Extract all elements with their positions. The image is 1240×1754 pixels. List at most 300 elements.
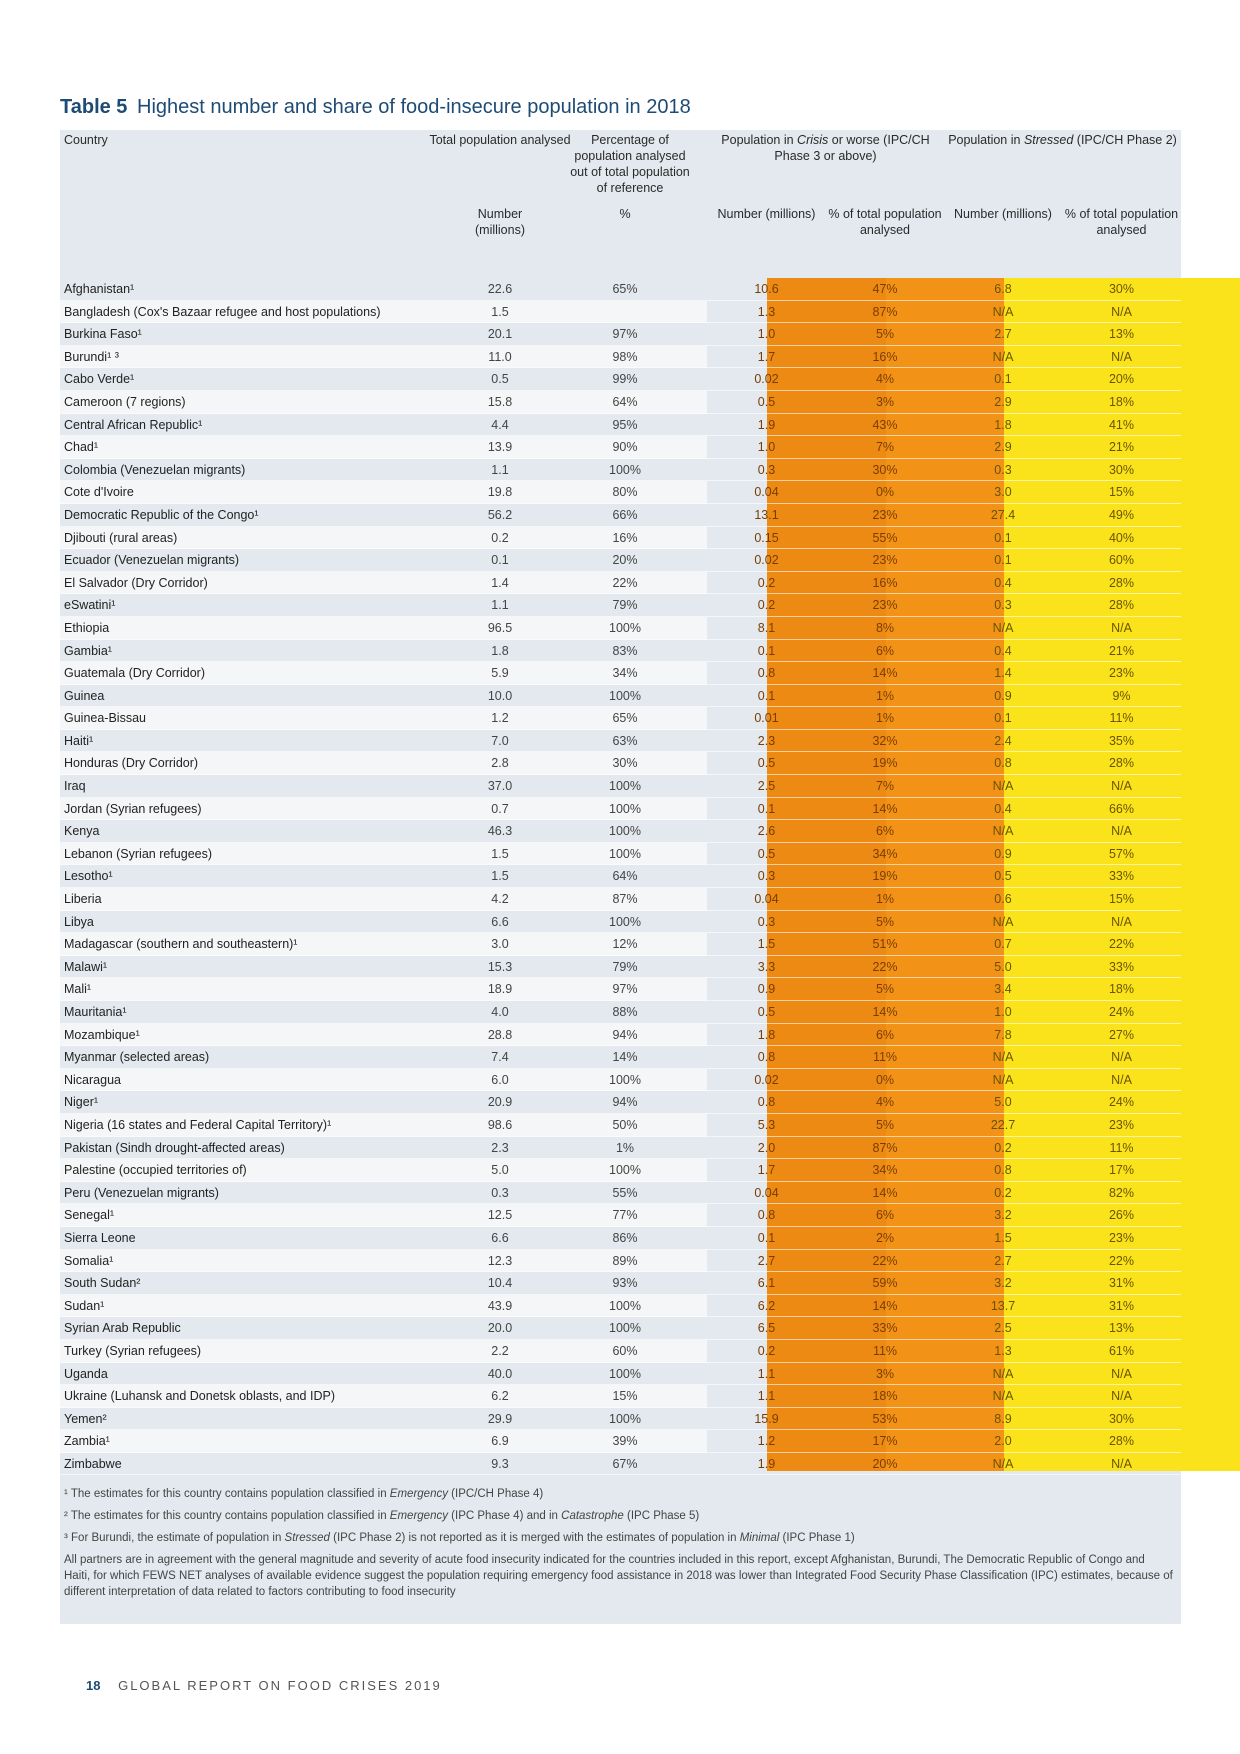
total-population-cell: 5.0: [491, 1163, 509, 1178]
total-population-cell: 29.9: [487, 1411, 513, 1426]
total-population-cell: 0.1: [491, 553, 509, 568]
crisis-percent-cell: 8%: [875, 620, 895, 635]
table-row: [60, 956, 1181, 979]
stressed-number-cell: 1.5: [994, 1230, 1012, 1245]
country-cell: eSwatini¹: [64, 598, 116, 613]
stressed-percent-cell: 40%: [1108, 530, 1135, 545]
country-cell: Cabo Verde¹: [64, 372, 135, 387]
crisis-percent-cell: 5%: [875, 327, 895, 342]
percentage-cell: 65%: [612, 711, 638, 726]
stressed-number-cell: 0.1: [994, 530, 1012, 545]
crisis-number-cell: 2.5: [757, 779, 776, 794]
percentage-cell: 89%: [612, 1253, 638, 1268]
stressed-percent-cell: 30%: [1108, 282, 1135, 296]
stressed-number-cell: 27.4: [990, 507, 1016, 522]
country-cell: Colombia (Venezuelan migrants): [64, 462, 246, 477]
total-population-cell: 7.4: [491, 1050, 509, 1065]
country-cell: Liberia: [64, 892, 102, 907]
percentage-cell: 77%: [612, 1208, 638, 1223]
stressed-number-cell: 0.6: [994, 892, 1012, 907]
total-population-cell: 1.1: [491, 598, 509, 613]
percentage-cell: 20%: [612, 553, 638, 568]
crisis-number-cell: 1.9: [757, 1456, 776, 1471]
total-population-cell: 43.9: [487, 1298, 513, 1313]
crisis-percent-cell: 22%: [872, 1253, 898, 1268]
stressed-percent-cell: N/A: [1111, 824, 1132, 839]
percentage-cell: 99%: [612, 372, 638, 387]
percentage-cell: 79%: [612, 959, 638, 974]
country-cell: Cameroon (7 regions): [64, 394, 186, 409]
stressed-percent-cell: N/A: [1111, 1072, 1132, 1087]
total-population-cell: 37.0: [487, 779, 513, 794]
stressed-number-cell: N/A: [992, 1366, 1014, 1381]
crisis-percent-cell: 6%: [875, 1027, 895, 1042]
stressed-number-cell: 1.8: [994, 417, 1012, 432]
stressed-percent-cell: N/A: [1111, 620, 1132, 635]
subheader-stressed-number: Number (millions): [954, 207, 1052, 221]
table-number: Table 5: [60, 96, 128, 118]
total-population-cell: 1.5: [491, 304, 509, 319]
percentage-cell: 39%: [612, 1434, 638, 1449]
table-row: [60, 459, 1181, 482]
stressed-percent-cell: 66%: [1108, 801, 1135, 816]
crisis-number-cell: 0.1: [757, 801, 776, 816]
country-cell: Uganda: [64, 1366, 108, 1381]
table-row: [60, 1069, 1181, 1092]
crisis-number-cell: 0.2: [757, 598, 776, 613]
country-cell: Iraq: [64, 779, 86, 794]
crisis-number-cell: 0.8: [757, 1050, 776, 1065]
country-cell: Ukraine (Luhansk and Donetsk oblasts, and IDP): [64, 1389, 335, 1404]
crisis-percent-cell: 7%: [875, 440, 895, 455]
table-row: [60, 504, 1181, 527]
stressed-number-cell: 0.8: [994, 1163, 1012, 1178]
crisis-percent-cell: 7%: [875, 779, 895, 794]
stressed-percent-cell: N/A: [1111, 304, 1132, 319]
country-cell: Haiti¹: [64, 733, 94, 748]
country-cell: Mozambique¹: [64, 1027, 140, 1042]
stressed-number-cell: 0.1: [994, 553, 1012, 568]
table-row: [60, 346, 1181, 369]
table-row: [60, 798, 1181, 821]
total-population-cell: 9.3: [491, 1456, 509, 1471]
crisis-number-cell: 0.8: [757, 666, 776, 681]
crisis-number-cell: 0.1: [757, 688, 776, 703]
percentage-cell: 100%: [609, 1163, 641, 1178]
stressed-percent-cell: 23%: [1108, 666, 1135, 681]
percentage-cell: 100%: [609, 1298, 641, 1313]
stressed-number-cell: 0.9: [994, 846, 1012, 861]
stressed-number-cell: 0.4: [994, 643, 1012, 658]
total-population-cell: 7.0: [491, 733, 509, 748]
stressed-percent-cell: 21%: [1108, 440, 1135, 455]
crisis-number-cell: 0.8: [757, 1208, 776, 1223]
stressed-number-cell: 0.2: [994, 1140, 1012, 1155]
stressed-number-cell: 1.0: [994, 1005, 1012, 1019]
stressed-percent-cell: 15%: [1108, 485, 1135, 500]
stressed-number-cell: 0.1: [994, 372, 1012, 387]
stressed-percent-cell: N/A: [1111, 1389, 1132, 1404]
table-row: [60, 685, 1181, 708]
stressed-percent-cell: 31%: [1108, 1276, 1135, 1291]
percentage-cell: 15%: [612, 1389, 638, 1404]
table-row: [60, 820, 1181, 843]
stressed-number-cell: 0.4: [994, 575, 1012, 590]
country-cell: Turkey (Syrian refugees): [64, 1343, 202, 1358]
crisis-percent-cell: 14%: [872, 1298, 898, 1313]
country-cell: Honduras (Dry Corridor): [64, 756, 199, 771]
stressed-number-cell: N/A: [992, 914, 1014, 929]
percentage-cell: 67%: [612, 1456, 638, 1471]
footnote-note: All partners are in agreement with the general magnitude and severity of acute food insecurity indicated for the countries included in this report, except Afghanistan, Burundi, The Democratic Republic of Congo and Haiti, for which FEWS NET analyses of available evidence suggest the population requiring emergency food assistance in 2018 was lower than Integrated Food Security Phase Classification (IPC) estimates, because of different interpretation of data related to factors contributing to food insecurity: [64, 1554, 1173, 1598]
crisis-percent-cell: 53%: [872, 1411, 898, 1426]
stressed-percent-cell: N/A: [1111, 914, 1132, 929]
crisis-number-cell: 0.04: [754, 1185, 779, 1200]
table-row: [60, 730, 1181, 753]
country-cell: Guatemala (Dry Corridor): [64, 666, 206, 681]
stressed-number-cell: 3.2: [994, 1208, 1012, 1223]
crisis-percent-cell: 14%: [872, 1185, 898, 1200]
country-cell: Afghanistan¹: [64, 282, 135, 296]
country-cell: Democratic Republic of the Congo¹: [64, 507, 259, 522]
total-population-cell: 12.3: [487, 1253, 513, 1268]
crisis-percent-cell: 23%: [872, 553, 898, 568]
country-cell: Lebanon (Syrian refugees): [64, 846, 213, 861]
percentage-cell: 100%: [609, 1321, 641, 1336]
country-cell: El Salvador (Dry Corridor): [64, 575, 208, 590]
percentage-cell: 88%: [612, 1005, 638, 1019]
table-row: [60, 1001, 1181, 1024]
crisis-percent-cell: 11%: [872, 1050, 898, 1065]
country-cell: Sierra Leone: [64, 1230, 136, 1245]
crisis-percent-cell: 11%: [872, 1343, 898, 1358]
stressed-number-cell: 0.1: [994, 711, 1012, 726]
stressed-number-cell: 2.5: [994, 1321, 1012, 1336]
crisis-number-cell: 0.02: [754, 553, 779, 568]
crisis-number-cell: 2.3: [757, 733, 776, 748]
crisis-number-cell: 3.3: [757, 959, 776, 974]
country-cell: Burundi¹ ³: [64, 349, 119, 364]
table-row: [60, 933, 1181, 956]
table-row: [60, 481, 1181, 504]
table-row: [60, 1024, 1181, 1047]
stressed-number-cell: 0.7: [994, 937, 1012, 952]
crisis-percent-cell: 47%: [872, 282, 898, 296]
crisis-percent-cell: 55%: [872, 530, 898, 545]
crisis-number-cell: 0.8: [757, 1095, 776, 1110]
table-row: [60, 301, 1181, 324]
total-population-cell: 20.0: [487, 1321, 513, 1336]
total-population-cell: 0.2: [491, 530, 509, 545]
stressed-number-cell: 3.2: [994, 1276, 1012, 1291]
percentage-cell: 50%: [612, 1117, 638, 1132]
percentage-cell: 100%: [609, 462, 641, 477]
crisis-number-cell: 0.1: [757, 1230, 776, 1245]
percentage-cell: 94%: [612, 1095, 638, 1110]
crisis-number-cell: 0.2: [757, 1343, 776, 1358]
table-row: [60, 1182, 1181, 1205]
subheader-crisis-percent: % of total population analysed: [828, 207, 942, 237]
country-cell: Guinea: [64, 688, 105, 703]
crisis-percent-cell: 59%: [872, 1276, 898, 1291]
crisis-percent-cell: 6%: [875, 824, 895, 839]
percentage-cell: 86%: [612, 1230, 638, 1245]
country-cell: Libya: [64, 914, 94, 929]
crisis-percent-cell: 14%: [872, 1005, 898, 1019]
crisis-percent-cell: 16%: [872, 349, 898, 364]
stressed-percent-cell: N/A: [1111, 1366, 1132, 1381]
total-population-cell: 1.5: [491, 869, 509, 884]
percentage-cell: 100%: [609, 914, 641, 929]
table-row: [60, 911, 1181, 934]
page-number: 18: [86, 1678, 101, 1693]
table-row: [60, 1295, 1181, 1318]
country-cell: Malawi¹: [64, 959, 108, 974]
total-population-cell: 98.6: [487, 1117, 513, 1132]
percentage-cell: 66%: [612, 507, 638, 522]
percentage-cell: 100%: [609, 824, 641, 839]
table-row: [60, 775, 1181, 798]
stressed-percent-cell: N/A: [1111, 779, 1132, 794]
crisis-number-cell: 0.15: [754, 530, 779, 545]
table-row: [60, 1159, 1181, 1182]
crisis-percent-cell: 87%: [872, 304, 898, 319]
stressed-number-cell: 2.9: [994, 440, 1012, 455]
percentage-cell: 30%: [612, 756, 638, 771]
total-population-cell: 10.4: [487, 1276, 513, 1291]
stressed-percent-cell: 60%: [1108, 553, 1135, 568]
percentage-cell: 12%: [612, 937, 638, 952]
stressed-number-cell: N/A: [992, 1050, 1014, 1065]
total-population-cell: 20.1: [487, 327, 513, 342]
crisis-number-cell: 5.3: [757, 1117, 776, 1132]
total-population-cell: 96.5: [487, 620, 513, 635]
crisis-percent-cell: 1%: [875, 892, 895, 907]
crisis-number-cell: 0.1: [757, 643, 776, 658]
total-population-cell: 18.9: [487, 982, 513, 997]
table-row: [60, 662, 1181, 685]
crisis-number-cell: 1.1: [757, 1389, 776, 1404]
header-total-population: Total population analysed: [429, 133, 571, 147]
country-cell: Mali¹: [64, 982, 92, 997]
total-population-cell: 4.2: [491, 892, 509, 907]
header-crisis-group: Population in Crisis or worse (IPC/CH Phase 3 or above): [721, 133, 930, 163]
stressed-percent-cell: 33%: [1108, 959, 1135, 974]
total-population-cell: 11.0: [488, 349, 512, 364]
crisis-percent-cell: 22%: [872, 959, 898, 974]
table-title: [60, 96, 1180, 119]
stressed-percent-cell: 28%: [1108, 756, 1135, 771]
stressed-number-cell: 3.4: [994, 982, 1012, 997]
percentage-cell: 100%: [609, 779, 641, 794]
stressed-number-cell: 0.8: [994, 756, 1012, 771]
stressed-number-cell: 0.2: [994, 1185, 1012, 1200]
table-row: [60, 865, 1181, 888]
footnote-2: ² The estimates for this country contains population classified in Emergency (IPC Phase 4) and in Catastrophe (IPC Phase 5): [64, 1510, 700, 1522]
percentage-cell: 14%: [612, 1050, 638, 1065]
country-cell: Senegal¹: [64, 1208, 115, 1223]
stressed-percent-cell: 41%: [1108, 417, 1135, 432]
percentage-cell: 100%: [609, 846, 641, 861]
stressed-number-cell: 22.7: [990, 1117, 1016, 1132]
crisis-percent-cell: 33%: [872, 1321, 898, 1336]
table-row: [60, 1453, 1181, 1476]
crisis-percent-cell: 0%: [875, 485, 895, 500]
crisis-number-cell: 0.5: [757, 394, 776, 409]
subheader-total-number: Number (millions): [475, 207, 525, 237]
total-population-cell: 19.8: [487, 485, 513, 500]
percentage-cell: 63%: [612, 733, 638, 748]
crisis-number-cell: 0.5: [757, 756, 776, 771]
total-population-cell: 0.5: [491, 372, 509, 387]
crisis-percent-cell: 30%: [872, 462, 898, 477]
table-row: [60, 640, 1181, 663]
percentage-cell: 22%: [612, 575, 638, 590]
total-population-cell: 56.2: [487, 507, 513, 522]
crisis-number-cell: 2.0: [757, 1140, 776, 1155]
total-population-cell: 6.6: [491, 914, 509, 929]
stressed-percent-cell: N/A: [1111, 1050, 1132, 1065]
crisis-number-cell: 1.5: [757, 937, 776, 952]
table-row: [60, 978, 1181, 1001]
subheader-crisis-number: Number (millions): [717, 207, 816, 221]
stressed-percent-cell: 49%: [1108, 507, 1135, 522]
total-population-cell: 15.3: [487, 959, 513, 974]
crisis-percent-cell: 32%: [872, 733, 898, 748]
stressed-number-cell: 0.9: [994, 688, 1012, 703]
country-cell: Peru (Venezuelan migrants): [64, 1185, 219, 1200]
table-row: [60, 1091, 1181, 1114]
crisis-number-cell: 10.6: [754, 282, 779, 296]
table-row: [60, 594, 1181, 617]
country-cell: Burkina Faso¹: [64, 327, 142, 342]
table-row: [60, 1408, 1181, 1431]
stressed-percent-cell: 9%: [1112, 688, 1131, 703]
stressed-percent-cell: 82%: [1108, 1185, 1135, 1200]
table-row: [60, 414, 1181, 437]
country-cell: Zambia¹: [64, 1434, 110, 1449]
table-row: [60, 1317, 1181, 1340]
crisis-percent-cell: 51%: [872, 937, 898, 952]
total-population-cell: 46.3: [487, 824, 513, 839]
crisis-percent-cell: 43%: [872, 417, 898, 432]
table-row: [60, 1385, 1181, 1408]
crisis-number-cell: 1.7: [757, 1163, 776, 1178]
total-population-cell: 5.9: [491, 666, 509, 681]
table-body: [60, 278, 1181, 1475]
crisis-number-cell: 0.3: [757, 462, 776, 477]
crisis-number-cell: 1.3: [757, 304, 776, 319]
stressed-percent-cell: 22%: [1108, 937, 1135, 952]
stressed-percent-cell: 21%: [1108, 643, 1135, 658]
crisis-number-cell: 0.3: [757, 914, 776, 929]
crisis-number-cell: 1.8: [757, 1027, 776, 1042]
percentage-cell: 100%: [609, 688, 641, 703]
country-cell: Mauritania¹: [64, 1005, 127, 1019]
stressed-number-cell: 0.3: [994, 598, 1012, 613]
percentage-cell: 60%: [612, 1343, 638, 1358]
crisis-percent-cell: 20%: [872, 1456, 898, 1471]
stressed-number-cell: 2.4: [994, 733, 1012, 748]
country-cell: Guinea-Bissau: [64, 711, 146, 726]
stressed-number-cell: 0.4: [994, 801, 1012, 816]
percentage-cell: 98%: [612, 349, 638, 364]
crisis-percent-cell: 14%: [872, 666, 898, 681]
country-cell: Syrian Arab Republic: [64, 1321, 181, 1336]
crisis-percent-cell: 4%: [875, 1095, 895, 1110]
stressed-percent-cell: 11%: [1109, 711, 1134, 726]
crisis-percent-cell: 3%: [875, 394, 895, 409]
subheader-stressed-percent: % of total population analysed: [1064, 207, 1179, 237]
stressed-number-cell: 0.3: [994, 462, 1012, 477]
table-row: [60, 549, 1181, 572]
crisis-percent-cell: 17%: [872, 1434, 898, 1449]
table-row: [60, 1046, 1181, 1069]
crisis-number-cell: 1.0: [757, 327, 776, 342]
header-stressed-group: Population in Stressed (IPC/CH Phase 2): [948, 133, 1177, 147]
stressed-number-cell: 7.8: [994, 1027, 1012, 1042]
table-row: [60, 1430, 1181, 1453]
table-row: [60, 888, 1181, 911]
percentage-cell: 97%: [612, 327, 638, 342]
total-population-cell: 4.0: [491, 1005, 509, 1019]
stressed-percent-cell: 13%: [1108, 1321, 1135, 1336]
percentage-cell: 95%: [612, 417, 638, 432]
stressed-percent-cell: 28%: [1108, 575, 1135, 590]
crisis-percent-cell: 34%: [872, 1163, 898, 1178]
country-cell: Jordan (Syrian refugees): [64, 801, 202, 816]
stressed-number-cell: 3.0: [994, 485, 1012, 500]
stressed-percent-cell: 57%: [1108, 846, 1135, 861]
crisis-number-cell: 0.04: [754, 892, 779, 907]
percentage-cell: 100%: [609, 801, 641, 816]
table-title-text: Highest number and share of food-insecure population in 2018: [137, 96, 691, 118]
total-population-cell: 10.0: [487, 688, 513, 703]
total-population-cell: 6.6: [491, 1230, 509, 1245]
table-row: [60, 527, 1181, 550]
stressed-number-cell: 13.7: [990, 1298, 1016, 1313]
crisis-percent-cell: 2%: [875, 1230, 895, 1245]
crisis-number-cell: 1.9: [757, 417, 776, 432]
total-population-cell: 3.0: [491, 937, 509, 952]
stressed-percent-cell: 24%: [1108, 1005, 1135, 1019]
percentage-cell: 100%: [609, 1366, 641, 1381]
stressed-percent-cell: 30%: [1108, 462, 1135, 477]
country-cell: Pakistan (Sindh drought-affected areas): [64, 1140, 285, 1155]
percentage-cell: 80%: [612, 485, 638, 500]
percentage-cell: 87%: [612, 892, 638, 907]
country-cell: Ecuador (Venezuelan migrants): [64, 553, 240, 568]
table-row: [60, 1227, 1181, 1250]
page-footer: [86, 1678, 442, 1693]
crisis-number-cell: 0.02: [754, 1072, 779, 1087]
crisis-number-cell: 0.5: [757, 1005, 776, 1019]
country-cell: Cote d'Ivoire: [64, 485, 134, 500]
stressed-percent-cell: 33%: [1108, 869, 1135, 884]
crisis-percent-cell: 14%: [872, 801, 898, 816]
total-population-cell: 13.9: [487, 440, 513, 455]
stressed-percent-cell: 35%: [1108, 733, 1135, 748]
percentage-cell: 90%: [612, 440, 638, 455]
table-row: [60, 436, 1181, 459]
crisis-number-cell: 1.0: [757, 440, 776, 455]
total-population-cell: 12.5: [487, 1208, 513, 1223]
crisis-percent-cell: 87%: [872, 1140, 898, 1155]
total-population-cell: 6.2: [491, 1389, 509, 1404]
total-population-cell: 1.5: [491, 846, 509, 861]
subheader-percent: %: [619, 207, 631, 221]
stressed-number-cell: N/A: [992, 1456, 1014, 1471]
